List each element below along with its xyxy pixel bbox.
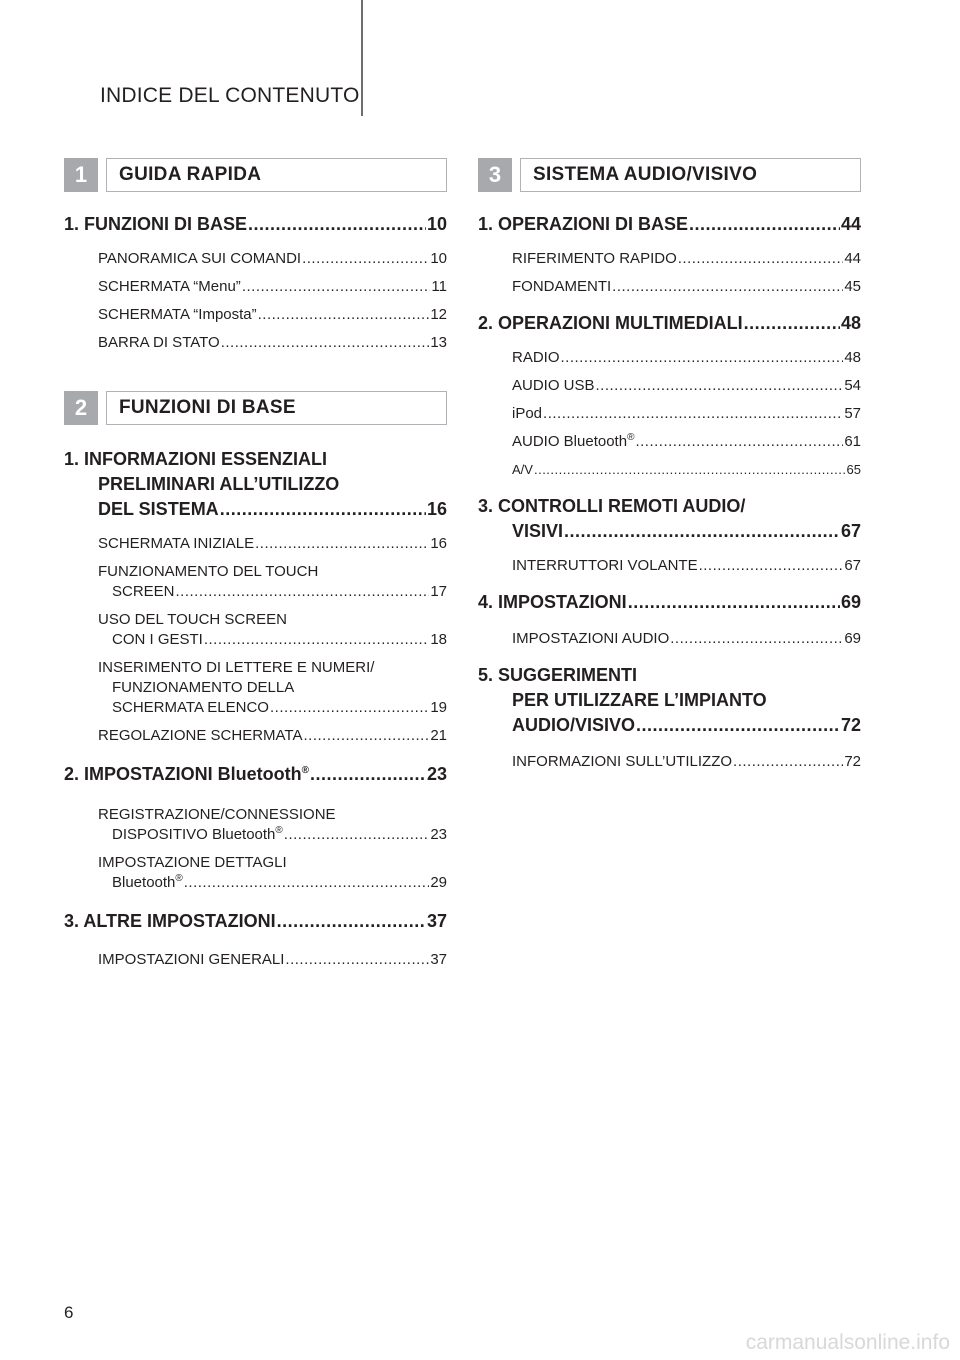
chapter-title: AUDIO/VISIVO [512,715,636,735]
toc-chapter[interactable] [478,663,861,738]
page-ref: 18 [430,631,447,648]
item-title-line: IMPOSTAZIONE DETTAGLI [98,854,287,871]
toc-item[interactable] [64,562,447,602]
item-title: PANORAMICA SUI COMANDI [98,250,302,267]
leader-dots [221,333,430,353]
page-ref: 44 [840,214,861,234]
section-title: SISTEMA AUDIO/VISIVO [520,158,861,192]
chapter-title-line: 1. INFORMAZIONI ESSENZIALI [64,449,328,469]
registered-mark: ® [301,765,310,776]
page-ref: 16 [430,535,447,552]
page-ref: 10 [430,250,447,267]
registered-mark: ® [627,432,635,443]
section-header-1[interactable] [64,158,447,192]
page-ref: 10 [426,214,447,234]
leader-dots [596,376,844,396]
toc-chapter[interactable] [478,590,861,615]
toc-item[interactable] [64,950,447,970]
item-title: CON I GESTI [112,631,203,648]
leader-dots [248,212,426,237]
toc-chapter[interactable] [64,762,447,787]
toc-chapter[interactable] [478,212,861,237]
page-ref: 19 [430,699,447,716]
toc-item[interactable] [478,277,861,297]
toc-column-left [64,158,447,978]
page-ref: 57 [844,405,861,422]
page-ref: 12 [430,306,447,323]
item-title: SCHERMATA INIZIALE [98,535,255,552]
leader-dots [678,249,844,269]
toc-item[interactable] [64,610,447,650]
item-title: RIFERIMENTO RAPIDO [512,250,677,267]
leader-dots [733,752,843,772]
chapter-title: 2. OPERAZIONI MULTIMEDIALI [478,313,743,333]
item-title: Bluetooth [112,874,176,891]
section-number: 3 [478,158,512,192]
toc-item[interactable] [64,305,447,325]
toc-chapter[interactable] [478,494,861,544]
toc-item[interactable] [64,658,447,718]
item-title: iPod [512,405,543,422]
leader-dots [303,726,429,746]
leader-dots [310,762,426,787]
toc-item[interactable] [64,277,447,297]
chapter-title: DEL SISTEMA [98,499,219,519]
toc-item[interactable] [478,556,861,576]
leader-dots [612,277,843,297]
chapter-title: 1. OPERAZIONI DI BASE [478,214,689,234]
item-title: AUDIO Bluetooth [512,433,628,450]
toc-chapter[interactable] [64,909,447,934]
page-ref: 17 [430,583,447,600]
header-title: INDICE DEL CONTENUTO [100,84,360,107]
toc-item[interactable] [478,249,861,269]
item-title: IMPOSTAZIONI GENERALI [98,951,285,968]
chapter-title: VISIVI [512,521,564,541]
leader-dots [176,582,430,602]
leader-dots [635,432,843,452]
item-title: A/V [512,462,533,477]
page-ref: 23 [426,764,447,784]
leader-dots [699,556,844,576]
leader-dots [184,873,430,893]
page-ref: 11 [431,278,447,295]
watermark-text: carmanualsonline.info [745,1331,950,1354]
item-title: INTERRUTTORI VOLANTE [512,557,698,574]
chapter-title: 2. IMPOSTAZIONI Bluetooth [64,764,302,784]
section-number: 1 [64,158,98,192]
toc-item[interactable] [478,460,861,480]
page-number: 6 [64,1303,74,1322]
page-ref: 13 [430,334,447,351]
item-title-line: USO DEL TOUCH SCREEN [98,611,287,628]
leader-dots [543,404,843,424]
toc-item[interactable] [478,348,861,368]
toc-item[interactable] [478,376,861,396]
item-title: SCHERMATA ELENCO [112,699,269,716]
toc-item[interactable] [478,629,861,649]
leader-dots [285,950,429,970]
item-title: AUDIO USB [512,377,595,394]
page-ref: 54 [844,377,861,394]
toc-item[interactable] [64,853,447,893]
chapter-title: 3. ALTRE IMPOSTAZIONI [64,911,276,931]
toc-chapter[interactable] [478,311,861,336]
item-title: SCREEN [112,583,175,600]
item-title: SCHERMATA “Menu” [98,278,241,295]
leader-dots [534,460,846,480]
leader-dots [302,249,429,269]
toc-item[interactable] [64,805,447,845]
page-ref: 16 [426,499,447,519]
item-title: FONDAMENTI [512,278,612,295]
chapter-title: 1. FUNZIONI DI BASE [64,214,248,234]
leader-dots [258,305,430,325]
item-title: BARRA DI STATO [98,334,220,351]
toc-chapter[interactable] [64,212,447,237]
leader-dots [670,629,843,649]
chapter-title-line: PRELIMINARI ALL’UTILIZZO [98,474,340,494]
toc-chapter[interactable] [64,447,447,522]
item-title-line: INSERIMENTO DI LETTERE E NUMERI/ [98,659,375,676]
toc-item[interactable] [64,249,447,269]
leader-dots [270,698,429,718]
page-ref: 21 [430,727,447,744]
item-title-line: REGISTRAZIONE/CONNESSIONE [98,806,336,823]
chapter-title: 4. IMPOSTAZIONI [478,592,627,612]
leader-dots [628,590,840,615]
toc-item[interactable] [478,404,861,424]
section-header-3[interactable] [478,158,861,192]
toc-item[interactable] [478,432,861,452]
page-ref: 44 [844,250,861,267]
page-ref: 69 [840,592,861,612]
item-title: DISPOSITIVO Bluetooth [112,826,276,843]
page-ref: 61 [844,433,861,450]
chapter-title-line: 5. SUGGERIMENTI [478,665,638,685]
item-title-line: FUNZIONAMENTO DEL TOUCH [98,563,319,580]
chapter-title-line: PER UTILIZZARE L’IMPIANTO [512,690,767,710]
page-ref: 69 [844,630,861,647]
page-ref: 67 [840,521,861,541]
page-ref: 29 [430,874,447,891]
item-title: SCHERMATA “Imposta” [98,306,257,323]
leader-dots [561,348,844,368]
section-number: 2 [64,391,98,425]
page-ref: 23 [430,826,447,843]
leader-dots [255,534,429,554]
item-title: REGOLAZIONE SCHERMATA [98,727,303,744]
section-title: FUNZIONI DI BASE [106,391,447,425]
leader-dots [744,311,840,336]
registered-mark: ® [275,825,283,836]
header-divider [361,0,363,116]
page-ref: 65 [846,462,861,477]
toc-item[interactable] [64,333,447,353]
item-title: IMPOSTAZIONI AUDIO [512,630,670,647]
item-title: RADIO [512,349,560,366]
toc-item[interactable] [64,534,447,554]
page-ref: 72 [844,753,861,770]
item-title: INFORMAZIONI SULL’UTILIZZO [512,753,733,770]
item-title-line: FUNZIONAMENTO DELLA [112,679,295,696]
page-ref: 45 [844,278,861,295]
leader-dots [636,713,840,738]
toc-item[interactable] [64,726,447,746]
leader-dots [564,519,840,544]
leader-dots [242,277,431,297]
page-ref: 48 [840,313,861,333]
page-ref: 37 [426,911,447,931]
toc-column-right [478,158,861,780]
section-title: GUIDA RAPIDA [106,158,447,192]
page-ref: 37 [430,951,447,968]
leader-dots [284,825,430,845]
leader-dots [277,909,426,934]
page-ref: 67 [844,557,861,574]
section-header-2[interactable] [64,391,447,425]
registered-mark: ® [175,873,183,884]
leader-dots [220,497,426,522]
toc-item[interactable] [478,752,861,772]
page-ref: 48 [844,349,861,366]
page-ref: 72 [840,715,861,735]
leader-dots [689,212,840,237]
leader-dots [204,630,429,650]
chapter-title-line: 3. CONTROLLI REMOTI AUDIO/ [478,496,746,516]
